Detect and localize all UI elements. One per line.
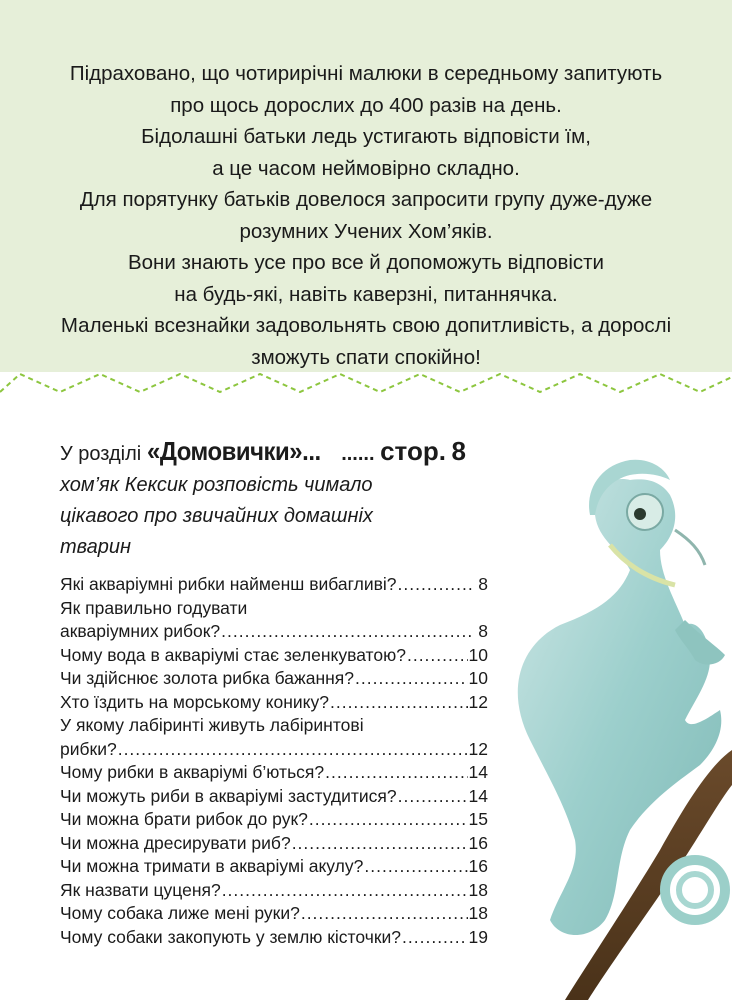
intro-line: Підраховано, що чотирирічні малюки в середньому запитують: [69, 62, 663, 85]
toc-question: Чому вода в акваріумі стає зеленкуватою?: [60, 644, 406, 665]
intro-line: про щось дорослих до 400 разів на день.: [170, 93, 562, 117]
toc-entry[interactable]: [60, 808, 488, 832]
toc-entry[interactable]: [60, 785, 488, 809]
toc-leader: [221, 620, 473, 644]
intro-line: Для порятунку батьків довелося запросити групу дуже-дуже: [79, 188, 653, 211]
toc-question: Хто їздить на морському конику?: [60, 691, 329, 712]
toc-question: Які акваріумні рибки найменш вибагливі?: [60, 574, 397, 594]
section-prefix: У розділі: [60, 443, 142, 465]
toc-entry[interactable]: [60, 667, 488, 691]
toc-leader: [301, 902, 468, 926]
toc-question: Чому собака лиже мені руки?: [60, 903, 300, 923]
toc-entry[interactable]: [60, 738, 488, 762]
table-of-contents: [60, 573, 488, 949]
intro-paragraph: [40, 58, 692, 373]
toc-question-line1[interactable]: Як правильно годувати: [60, 597, 248, 618]
intro-line: Вони знають усе про все й допоможуть відповісти: [127, 251, 604, 274]
toc-question: Чому собаки закопують у землю кісточки?: [60, 926, 402, 947]
toc-entry[interactable]: [60, 761, 488, 785]
toc-page: 14: [468, 762, 488, 782]
chameleon-illustration: [480, 420, 732, 1000]
toc-page: 8: [478, 621, 488, 641]
intro-line: розумних Учених Хом’яків.: [239, 219, 493, 243]
intro-line: Бідолашні батьки ледь устигають відповісти їм,: [141, 125, 591, 148]
toc-leader: [364, 855, 467, 879]
section-heading: [60, 436, 500, 469]
toc-leader: [407, 644, 468, 668]
toc-leader: [292, 832, 468, 856]
intro-line: Маленькі всезнайки задовольнять свою допитливість, а дорослі: [60, 314, 672, 337]
toc-entry[interactable]: [60, 691, 488, 715]
toc-page: 15: [468, 809, 488, 829]
toc-leader: [398, 785, 468, 809]
zigzag-divider: [0, 352, 732, 402]
toc-entry[interactable]: [60, 620, 488, 644]
description-line: цікавого про звичайних домашніх: [60, 505, 373, 527]
toc-entry[interactable]: [60, 644, 488, 668]
toc-entry[interactable]: [60, 832, 488, 856]
toc-page: 12: [468, 738, 488, 759]
description-line: хом’як Кексик розповість чимало: [60, 474, 373, 496]
toc-question: Чи можна брати рибок до рук?: [60, 809, 308, 829]
toc-question: Чи можна дресирувати риб?: [60, 832, 291, 853]
toc-entry[interactable]: [60, 926, 488, 950]
toc-page: 12: [468, 691, 488, 712]
toc-entry[interactable]: [60, 855, 488, 879]
toc-leader: [402, 926, 468, 950]
toc-leader: [222, 879, 468, 903]
toc-entry[interactable]: [60, 879, 488, 903]
toc-leader: [309, 808, 468, 832]
toc-leader: [325, 761, 467, 785]
description-line: тварин: [60, 536, 132, 558]
toc-page: 16: [468, 856, 488, 876]
toc-page: 18: [468, 903, 488, 923]
toc-page: 18: [468, 879, 488, 900]
chameleon-body: [518, 479, 722, 935]
toc-question: Чи можуть риби в акваріумі застудитися?: [60, 785, 397, 806]
section-description: [60, 470, 480, 563]
toc-page: 16: [468, 832, 488, 853]
toc-entry[interactable]: [60, 573, 488, 597]
toc-question: Чи можна тримати в акваріумі акулу?: [60, 856, 364, 876]
toc-page: 8: [478, 574, 488, 594]
chameleon-pupil: [634, 508, 646, 520]
toc-question: рибки?: [60, 738, 117, 759]
toc-question-line1[interactable]: У якому лабіринті живуть лабіринтові: [60, 715, 364, 735]
intro-line: а це часом неймовірно складно.: [212, 156, 520, 180]
toc-page: 10: [468, 644, 488, 665]
section-page-label: стор.: [380, 436, 446, 466]
toc-leader: [355, 667, 468, 691]
toc-page: 19: [468, 926, 488, 947]
chameleon-mouth: [675, 530, 705, 565]
toc-page: 10: [468, 668, 488, 688]
toc-leader: [118, 738, 468, 762]
toc-question: Чому рибки в акваріумі б’ються?: [60, 762, 325, 782]
section-title[interactable]: «Домовички»...: [146, 436, 321, 466]
chameleon-tail: [665, 860, 725, 920]
toc-question: Чи здійснює золота рибка бажання?: [60, 668, 354, 688]
toc-entry[interactable]: [60, 902, 488, 926]
section-dots: ......: [341, 443, 375, 465]
intro-line: на будь-які, навіть каверзні, питаннячка.: [174, 282, 558, 306]
toc-leader: [330, 691, 468, 715]
toc-leader: [398, 573, 473, 597]
toc-page: 14: [468, 785, 488, 806]
toc-question: Як назвати цуценя?: [60, 879, 221, 900]
toc-question: акваріумних рибок?: [60, 621, 221, 641]
section-page-number: 8: [451, 436, 466, 466]
intro-line: зможуть спати спокійно!: [251, 345, 481, 369]
